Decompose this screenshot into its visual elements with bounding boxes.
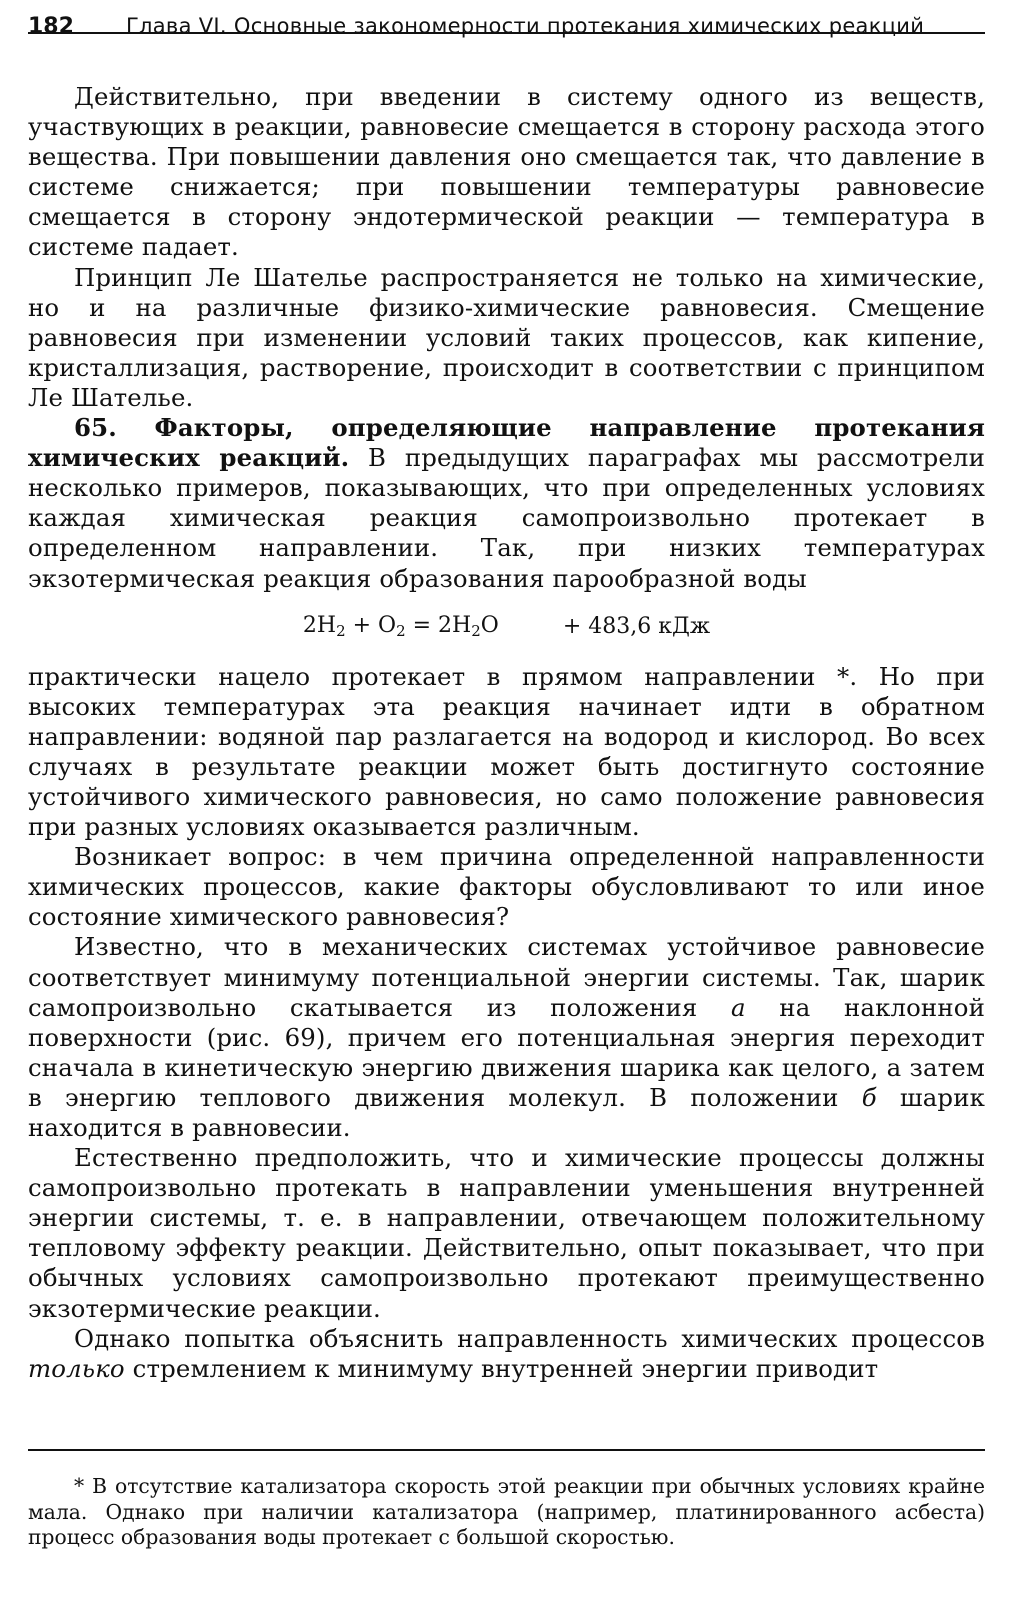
equation-formula: $2H_2 + O_2 = 2H_2O$ [302,613,499,641]
page-number: 182 [28,14,74,39]
position-b: б [861,1082,877,1112]
footnote: * В отсутствие катализатора скорость этой реакции при обычных условиях крайне мала. Однако при наличии катализатора (например, платинированного асбеста) процесс образования воды протекает с большой скоростью. [28,1474,985,1549]
paragraph-8: Однако попытка объяснить направленность химических процессов только стремлением к минимуму внутренней энергии приводит [28,1323,985,1383]
reaction-equation [28,612,985,642]
paragraph-6: Известно, что в механических системах устойчивое равновесие соответствует минимуму потенциальной энергии системы. Так, шарик самопроизвольно скатывается из положения а на наклонной поверхности (рис. 69), причем его потенциальная энергия переходит сначала в кинетическую энергию движения шарика как целого, а затем в энергию теплового движения молекул. В положении б шарик находится в равновесии. [28,932,985,1142]
running-head: Глава VI. Основные закономерности протекания химических реакций [125,14,925,38]
paragraph-2: Принцип Ле Шателье распространяется не только на химические, но и на различные физико-химические равновесия. Смещение равновесия при изменении условий таких процессов, как кипение, кристаллизация, растворение, происходит в соответствии с принципом Ле Шателье. [28,262,985,412]
paragraph-1: Действительно, при введении в систему одного из веществ, участвующих в реакции, равновесие смещается в сторону расхода этого вещества. При повышении давления оно смещается так, что давление в системе снижается; при повышении температуры равновесие смещается в сторону эндотермической реакции — температура в системе падает. [28,82,985,262]
equation-heat: + 483,6 кДж [562,614,711,640]
page-body [28,82,985,1384]
paragraph-3 [28,413,985,594]
paragraph-5: Возникает вопрос: в чем причина определенной направленности химических процессов, какие факторы обусловливают то или иное состояние химического равновесия? [28,842,985,932]
emphasis-only: только [28,1353,125,1383]
footnote-divider [28,1449,985,1451]
paragraph-7: Естественно предположить, что и химические процессы должны самопроизвольно протекать в направлении уменьшения внутренней энергии системы, т. е. в направлении, отвечающем положительному тепловому эффекту реакции. Действительно, опыт показывает, что при обычных условиях самопроизвольно протекают преимущественно экзотермические реакции. [28,1143,985,1323]
paragraph-4: практически нацело протекает в прямом направлении *. Но при высоких температурах эта реакция начинает идти в обратном направлении: водяной пар разлагается на водород и кислород. Во всех случаях в результате реакции может быть достигнуто состояние устойчивого химического равновесия, но само положение равновесия при разных условиях оказывается различным. [28,661,985,842]
page-header [28,0,985,39]
section-heading: 65. Факторы, определяющие направление протекания химических реакций. [28,413,985,473]
position-a: а [731,992,746,1022]
paragraph-3-text: В предыдущих параграфах мы рассмотрели несколько примеров, показывающих, что при определенных условиях каждая химическая реакция самопроизвольно протекает в определенном направлении. Так, при низких температурах экзотермическая реакция образования парообразной воды [28,443,985,593]
